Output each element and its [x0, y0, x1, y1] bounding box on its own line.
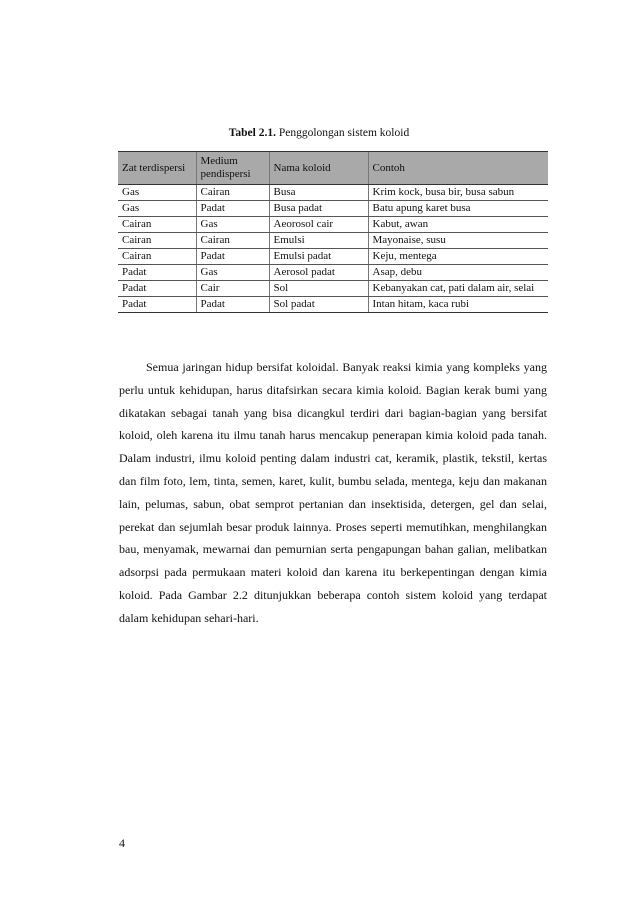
body-paragraph: Semua jaringan hidup bersifat koloidal. Banyak reaksi kimia yang kompleks yang perlu untuk kehidupan, harus ditafsirkan secara kimia koloid. Bagian kerak bumi yang dikatakan sebagai tanah yang bisa dicangkul terdiri dari bagian-bagian yang bersifat koloid, oleh karena itu ilmu tanah harus mencakup penerapan kimia koloid pada tanah. Dalam industri, ilmu koloid penting dalam industri cat, keramik, plastik, tekstil, kertas dan film foto, lem, tinta, semen, karet, kulit, bumbu selada, mentega, keju dan makanan lain, pelumas, sabun, obat semprot pertanian dan insektisida, detergen, gel dan selai, perekat dan sejumlah besar produk lainnya. Proses seperti memutihkan, menghilangkan bau, menyamak, mewarnai dan pemurnian serta pengapungan bahan galian, melibatkan adsorpsi pada permukaan materi koloid dan karena itu berkepentingan dengan kimia koloid. Pada Gambar 2.2 ditunjukkan beberapa contoh sistem koloid yang terdapat dalam kehidupan sehari-hari.	[119, 360, 547, 625]
cell-contoh: Batu apung karet busa	[368, 201, 548, 217]
table-caption-text: Penggolongan sistem koloid	[278, 127, 410, 139]
cell-nama: Aerosol padat	[269, 265, 368, 281]
cell-contoh: Asap, debu	[368, 265, 548, 281]
table-row	[118, 217, 548, 233]
cell-contoh: Kabut, awan	[368, 217, 548, 233]
cell-nama: Emulsi padat	[269, 249, 368, 265]
table-row	[118, 297, 548, 313]
cell-nama: Sol padat	[269, 297, 368, 313]
cell-medium: Cairan	[196, 185, 269, 201]
cell-zat: Padat	[118, 265, 196, 281]
cell-zat: Padat	[118, 281, 196, 297]
table-row	[118, 233, 548, 249]
cell-zat: Padat	[118, 297, 196, 313]
header-nama-koloid: Nama koloid	[269, 152, 368, 185]
cell-medium: Padat	[196, 297, 269, 313]
cell-medium: Cair	[196, 281, 269, 297]
cell-medium: Padat	[196, 249, 269, 265]
table-row	[118, 185, 548, 201]
cell-medium: Cairan	[196, 233, 269, 249]
colloid-classification-table	[118, 151, 548, 313]
table-row	[118, 265, 548, 281]
cell-nama: Aeorosol cair	[269, 217, 368, 233]
table-header-row	[118, 152, 548, 185]
table-row	[118, 281, 548, 297]
header-zat-terdispersi: Zat terdispersi	[118, 152, 196, 185]
cell-nama: Busa	[269, 185, 368, 201]
cell-medium: Padat	[196, 201, 269, 217]
cell-zat: Cairan	[118, 217, 196, 233]
cell-contoh: Intan hitam, kaca rubi	[368, 297, 548, 313]
cell-zat: Cairan	[118, 249, 196, 265]
cell-nama: Sol	[269, 281, 368, 297]
cell-contoh: Keju, mentega	[368, 249, 548, 265]
cell-zat: Gas	[118, 201, 196, 217]
cell-zat: Gas	[118, 185, 196, 201]
cell-nama: Busa padat	[269, 201, 368, 217]
page-number: 4	[119, 836, 125, 850]
cell-zat: Cairan	[118, 233, 196, 249]
cell-contoh: Kebanyakan cat, pati dalam air, selai	[368, 281, 548, 297]
table-caption	[0, 126, 638, 140]
cell-medium: Gas	[196, 217, 269, 233]
cell-nama: Emulsi	[269, 233, 368, 249]
header-contoh: Contoh	[368, 152, 548, 185]
cell-medium: Gas	[196, 265, 269, 281]
table-caption-label: Tabel 2.1.	[228, 127, 276, 139]
header-medium-pendispersi: Medium pendispersi	[196, 152, 269, 185]
table-row	[118, 201, 548, 217]
cell-contoh: Krim kock, busa bir, busa sabun	[368, 185, 548, 201]
table-row	[118, 249, 548, 265]
cell-contoh: Mayonaise, susu	[368, 233, 548, 249]
